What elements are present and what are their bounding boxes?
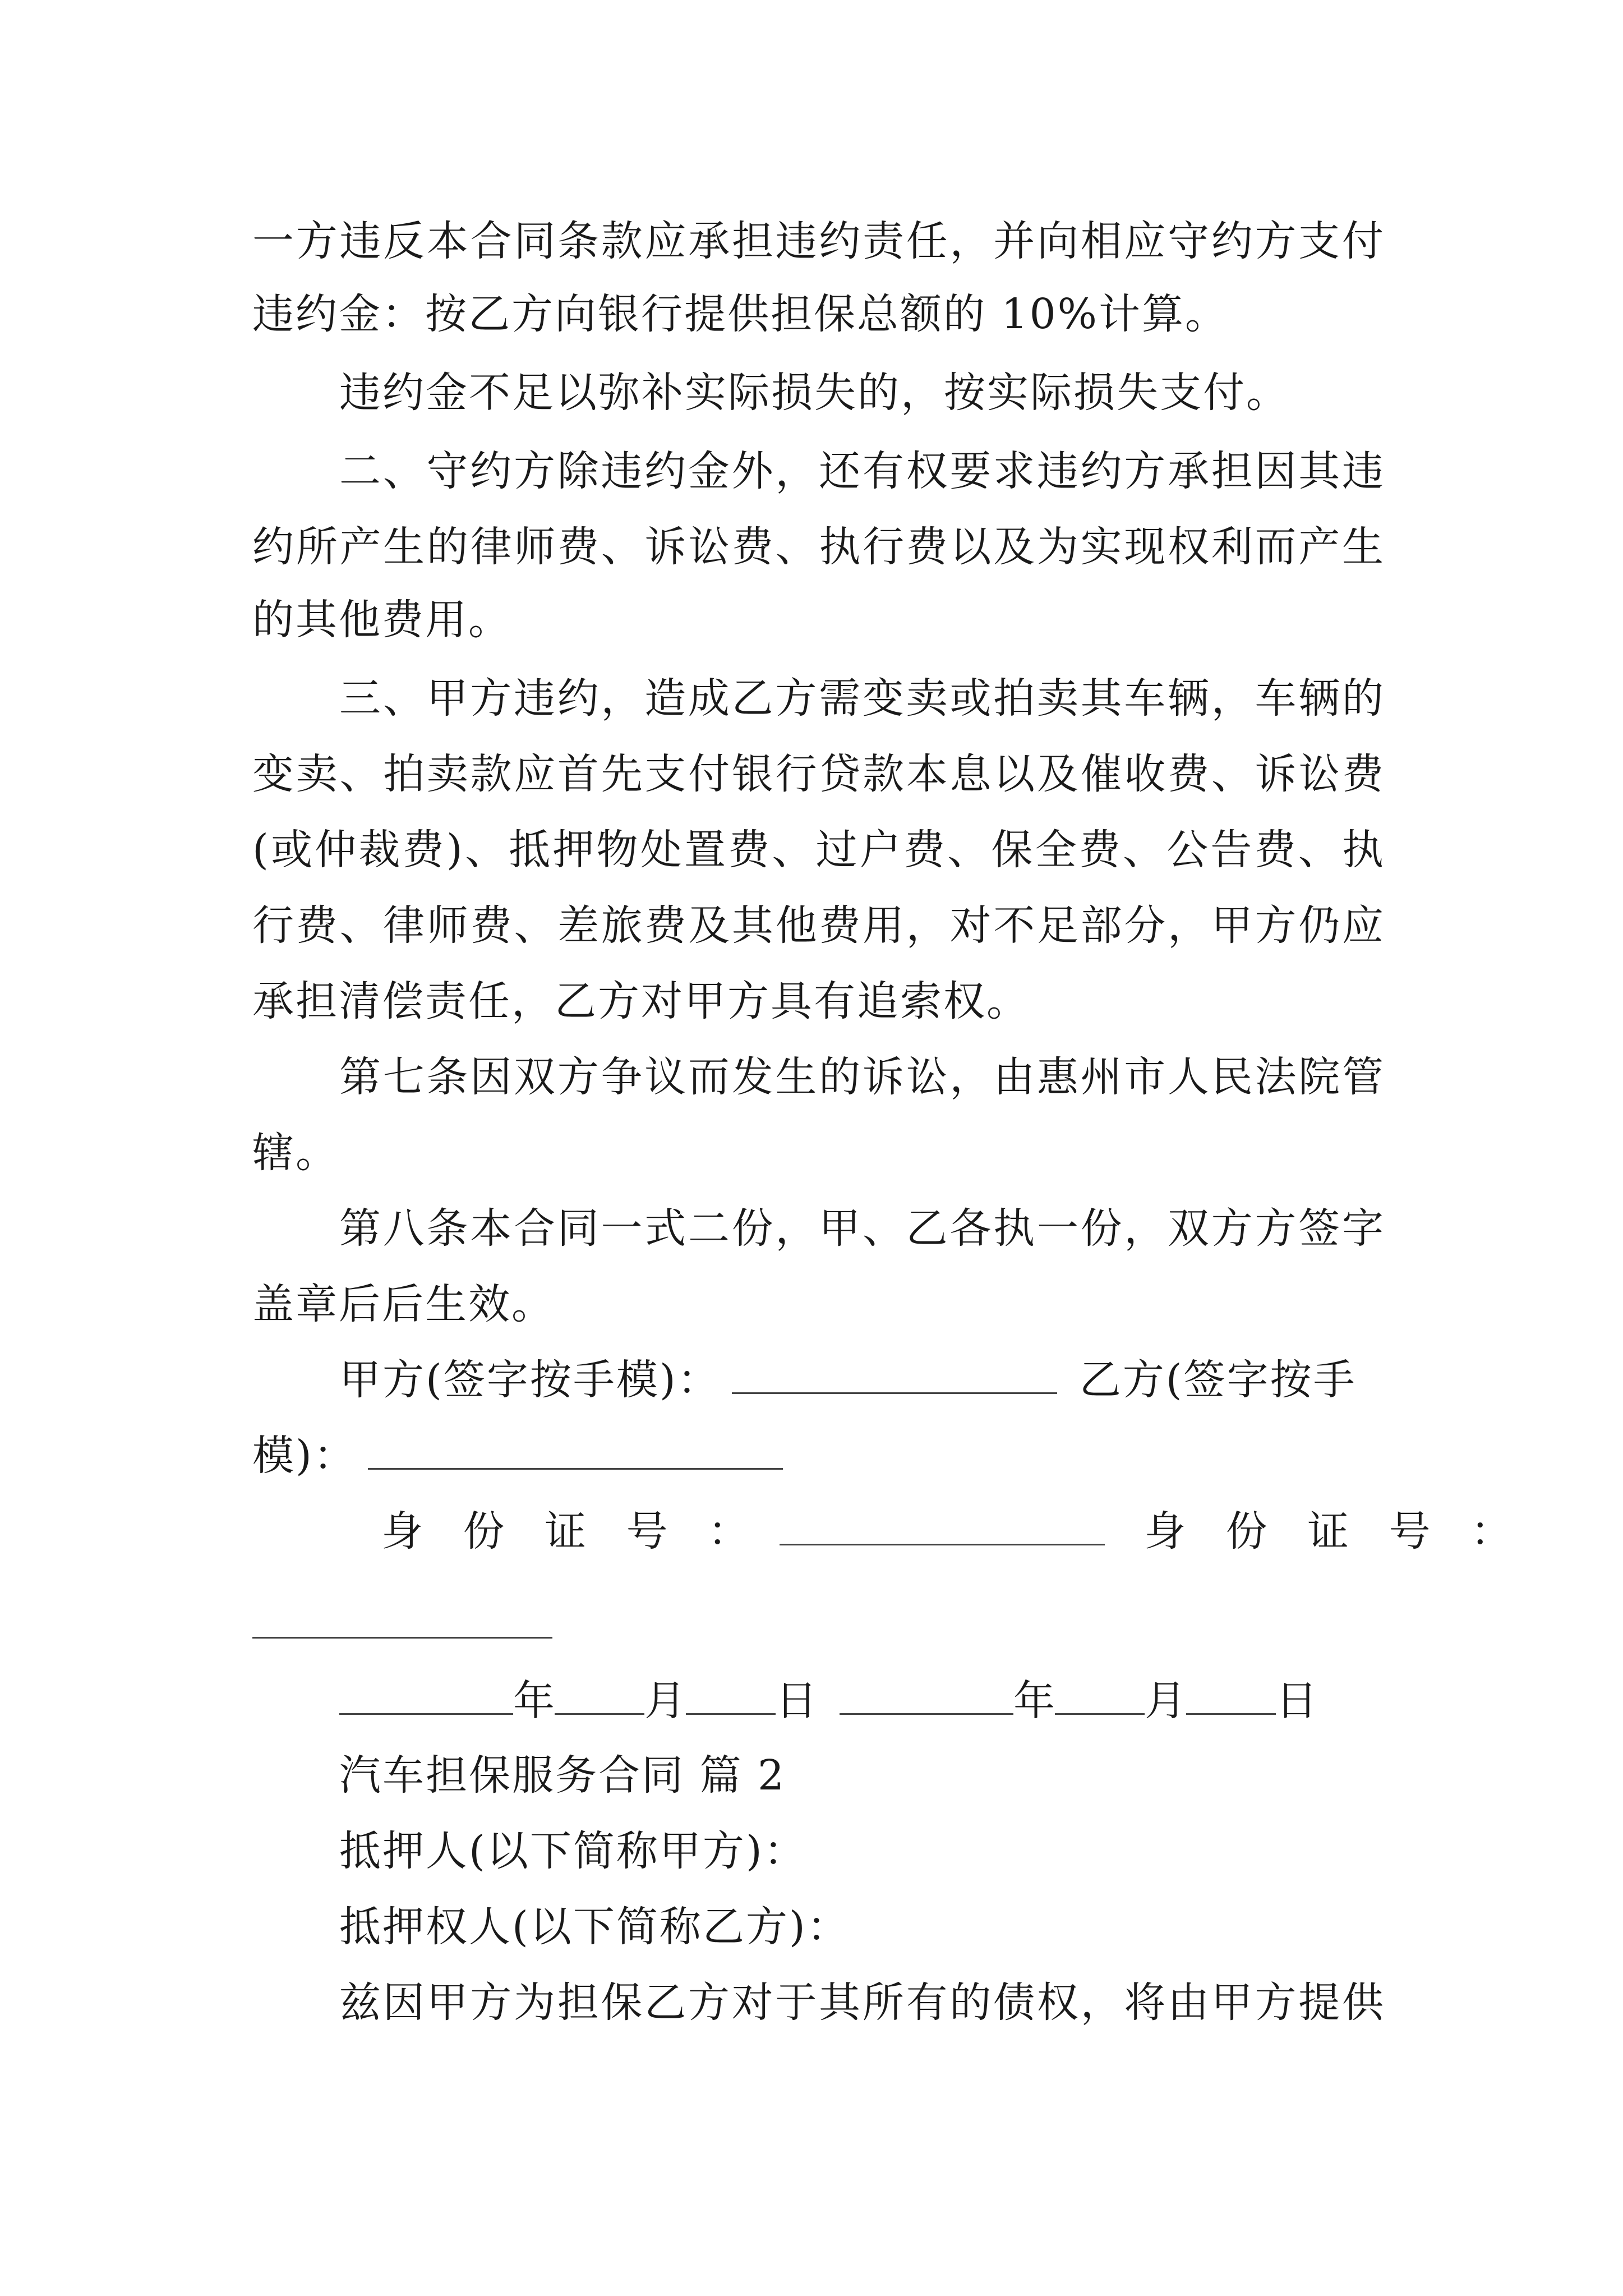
date-row — [339, 1673, 1317, 1729]
month-label: 月 — [1145, 1677, 1186, 1725]
mortgagee-line: 抵押权人(以下简称乙方)： — [339, 1903, 850, 1951]
month-blank — [555, 1674, 644, 1715]
party-b-signature-label: 乙方(签字按手 — [1079, 1356, 1357, 1404]
paragraph-line: 变卖、拍卖款应首先支付银行贷款本息以及催收费、诉讼费 — [252, 750, 1385, 798]
paragraph-line: 盖章后后生效。 — [252, 1280, 555, 1328]
signature-row — [339, 1352, 1385, 1408]
mortgagor-line: 抵押人(以下简称甲方)： — [339, 1827, 807, 1875]
id-number-row — [381, 1503, 1526, 1559]
paragraph-line: 二、守约方除违约金外，还有权要求违约方承担因其违 — [339, 447, 1385, 495]
party-b-signature-label-cont: 模)： — [252, 1432, 357, 1480]
year-label: 年 — [1013, 1677, 1055, 1725]
day-label: 日 — [1276, 1677, 1317, 1725]
paragraph-line: (或仲裁费)、抵押物处置费、过户费、保全费、公告费、执 — [252, 826, 1385, 874]
party-a-id-blank — [780, 1504, 1105, 1545]
party-b-id-label: 身 份 证 号 ： — [1144, 1507, 1526, 1556]
paragraph-line: 三、甲方违约，造成乙方需变卖或拍卖其车辆，车辆的 — [339, 674, 1385, 723]
day-blank — [1186, 1674, 1276, 1715]
month-blank — [1055, 1674, 1145, 1715]
day-blank — [686, 1674, 776, 1715]
month-label: 月 — [644, 1677, 686, 1725]
year-label: 年 — [513, 1677, 555, 1725]
paragraph-line: 约所产生的律师费、诉讼费、执行费以及为实现权利而产生 — [252, 523, 1385, 571]
paragraph-line: 的其他费用。 — [252, 596, 511, 644]
party-a-id-label: 身 份 证 号 ： — [381, 1507, 763, 1556]
paragraph-line: 第八条本合同一式二份，甲、乙各执一份，双方方签字 — [339, 1204, 1385, 1253]
year-blank — [840, 1674, 1013, 1715]
party-b-signature-blank — [368, 1429, 783, 1470]
party-a-signature-blank — [732, 1353, 1057, 1394]
paragraph-line: 第七条因双方争议而发生的诉讼，由惠州市人民法院管 — [339, 1053, 1385, 1101]
paragraph-line: 承担清偿责任，乙方对甲方具有追索权。 — [252, 977, 1030, 1025]
party-a-signature-label: 甲方(签字按手模)： — [339, 1356, 721, 1404]
paragraph-line: 辖。 — [252, 1129, 339, 1177]
paragraph-line: 违约金：按乙方向银行提供担保总额的 10%计算。 — [252, 290, 1228, 338]
section-title: 汽车担保服务合同 篇 2 — [339, 1751, 786, 1800]
paragraph-line: 违约金不足以弥补实际损失的，按实际损失支付。 — [339, 369, 1289, 417]
paragraph-line: 兹因甲方为担保乙方对于其所有的债权，将由甲方提供 — [339, 1978, 1385, 2027]
year-blank — [339, 1674, 513, 1715]
signature-row — [252, 1428, 1385, 1484]
party-b-id-blank — [252, 1637, 552, 1639]
paragraph-line: 一方违反本合同条款应承担违约责任，并向相应守约方支付 — [252, 217, 1385, 265]
day-label: 日 — [776, 1677, 817, 1725]
paragraph-line: 行费、律师费、差旅费及其他费用，对不足部分，甲方仍应 — [252, 901, 1385, 950]
